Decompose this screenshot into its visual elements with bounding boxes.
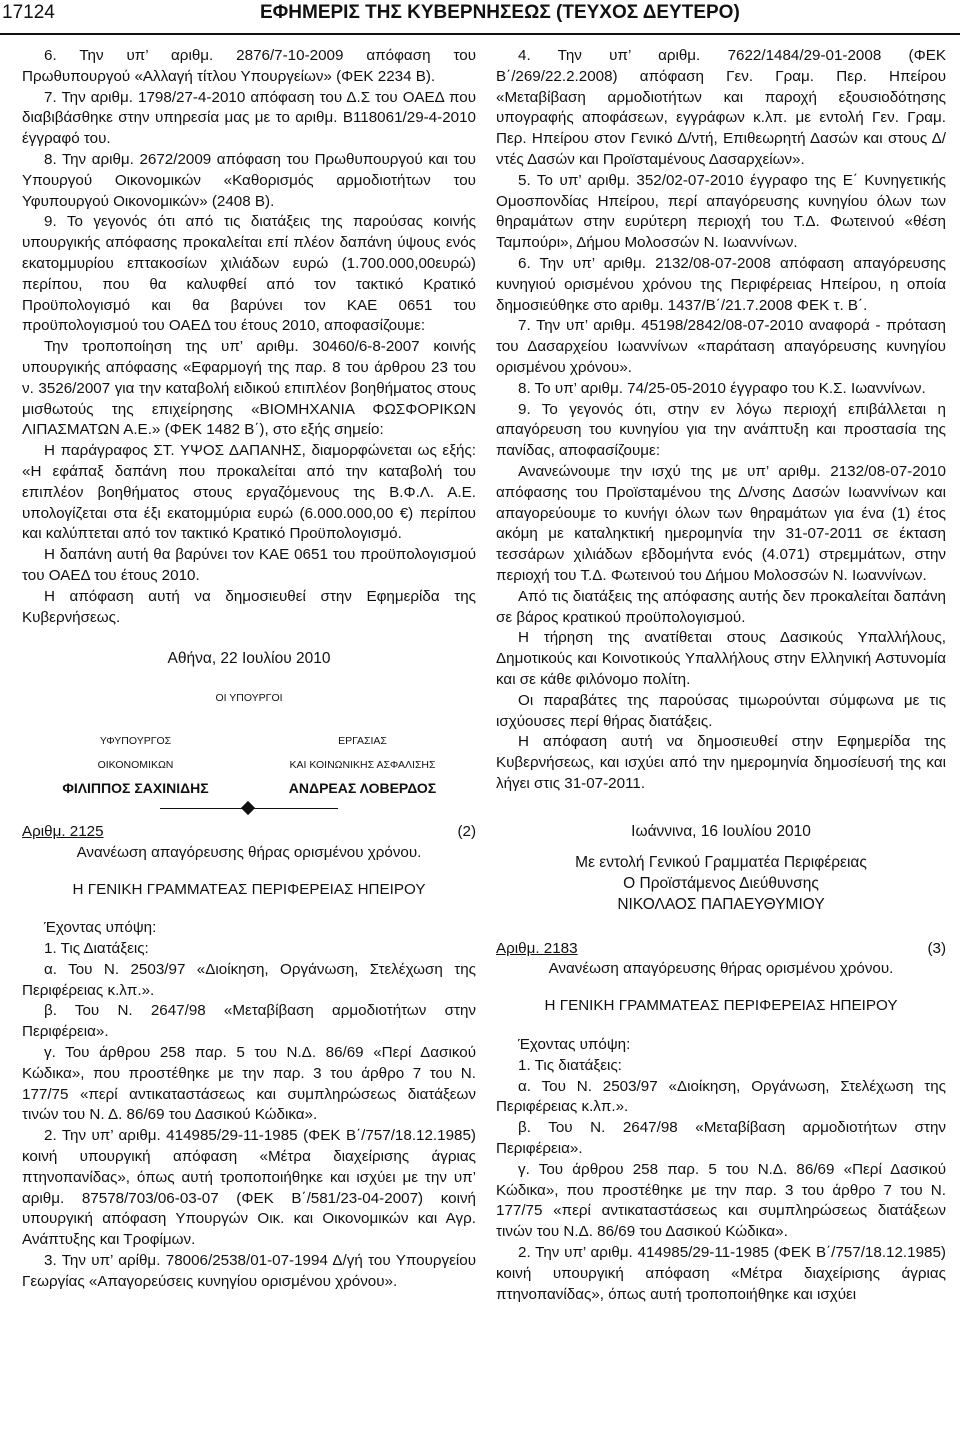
signature-heading: ΟΙ ΥΠΟΥΡΓΟΙ — [215, 692, 283, 705]
paragraph: β. Του Ν. 2647/98 «Μεταβίβαση αρμοδιοτήτων στην Περιφέρεια». — [496, 1119, 946, 1158]
decision-number-row — [496, 939, 946, 960]
paragraph: 2. Την υπ’ αριθμ. 414985/29-11-1985 (ΦΕΚ Β΄/757/18.12.1985) κοινή υπουργική απόφαση «Μέτρα διαχείρισης άγριας πτηνοπανίδας», όπως αυτή τροποποιήθηκε και ισχύει — [496, 1244, 946, 1303]
paragraph: 1. Τις Διατάξεις: — [44, 940, 149, 958]
paragraph: 3. Την υπ’ αρίθμ. 78006/2538/01-07-1994 Δ/γή του Υπουργείου Γεωργίας «Απαγορεύσεις κυνηγίου ορισμένου χρόνου». — [22, 1252, 476, 1290]
decision-number: Αριθμ. 2183 — [496, 939, 578, 957]
paragraph: 8. Το υπ’ αριθμ. 74/25-05-2010 έγγραφο του Κ.Σ. Ιωαννίνων. — [518, 379, 926, 397]
decision-number-row — [22, 822, 476, 843]
signature-titles-2 — [22, 755, 476, 775]
paragraph: Η παράγραφος ΣΤ. ΥΨΟΣ ΔΑΠΑΝΗΣ, διαμορφώνεται ως εξής: «Η εφάπαξ δαπάνη που προκαλείται από την καταβολή του επιπλέον βοηθήματος στους εργαζόμενους της Β.Φ.Λ. Α.Ε. υπολογίζεται στα έξι εκατομμύρια ευρώ (6.000.000,00 €) περίπου και καλύπτεται από τον τακτικό Κρατικό Προϋπολογισμό. — [22, 442, 476, 543]
paragraph: α. Του Ν. 2503/97 «Διοίκηση, Οργάνωση, Στελέχωση της Περιφέρειας κ.λπ.». — [22, 960, 476, 999]
paragraph: γ. Του άρθρου 258 παρ. 5 του Ν.Δ. 86/69 «Περί Δασικού Κώδικα», που προστέθηκε με την παρ. 3 του άρθρο 7 του Ν. 177/75 «περί αντικαταστάσεως και συμπληρώσεως διατάξεων τινών του Ν. Δ. 86/69 του Δασικού Κώδικα». — [22, 1044, 476, 1124]
left-column — [22, 46, 476, 1293]
decision-sequence: (3) — [927, 939, 946, 957]
paragraph: Από τις διατάξεις της απόφασης αυτής δεν προκαλείται δαπάνη σε βάρος κρατικού προϋπολογισμού. — [496, 587, 946, 626]
header-rule — [0, 33, 960, 35]
signatory-name: ΝΙΚΟΛΑΟΣ ΠΑΠΑΕΥΘΥΜΙΟΥ — [617, 895, 825, 913]
paragraph: Η δαπάνη αυτή θα βαρύνει τον ΚΑΕ 0651 του προϋπολογισμού του ΟΑΕΔ του έτους 2010. — [22, 546, 476, 584]
minister1-ministry: ΟΙΚΟΝΟΜΙΚΩΝ — [97, 758, 174, 771]
paragraph: 1. Τις διατάξεις: — [518, 1056, 622, 1074]
decision-authority: Η ΓΕΝΙΚΗ ΓΡΑΜΜΑΤΕΑΣ ΠΕΡΙΦΕΡΕΙΑΣ ΗΠΕΙΡΟΥ — [72, 880, 426, 898]
paragraph: Έχοντας υπόψη: — [44, 919, 157, 937]
paragraph: 7. Την υπ’ αριθμ. 45198/2842/08-07-2010 αναφορά - πρόταση του Δασαρχείου Ιωαννίνων «παράταση απαγόρευσης κυνηγίου ορισμένου χρόνου». — [496, 317, 946, 376]
decision-authority: Η ΓΕΝΙΚΗ ΓΡΑΜΜΑΤΕΑΣ ΠΕΡΙΦΕΡΕΙΑΣ ΗΠΕΙΡΟΥ — [544, 997, 898, 1015]
paragraph: Η απόφαση αυτή να δημοσιευθεί στην Εφημερίδα της Κυβερνήσεως. — [22, 587, 476, 626]
signature-line: Ο Προϊστάμενος Διεύθυνσης — [623, 874, 819, 892]
minister2-ministry: ΚΑΙ ΚΟΙΝΩΝΙΚΗΣ ΑΣΦΑΛΙΣΗΣ — [289, 758, 436, 771]
paragraph: Ανανεώνουμε την ισχύ της με υπ’ αριθμ. 2132/08-07-2010 απόφασης του Προϊσταμένου της Δ/νσης Δασών Ιωαννίνων και απαγορεύουμε το κυνήγι όλων των θηραμάτων για ένα (1) έτος ακόμη με καταληκτική ημερομηνία την 31-07-2011 σε έκταση τεσσάρων χιλιάδων εβδομήντα ενός (4.071) στρεμμάτων, στην περιοχή του Τ.Δ. Φωτεινού του Δήμου Μολοσσών Ν. Ιωαννίνων. — [496, 462, 946, 584]
decision-title: Ανανέωση απαγόρευσης θήρας ορισμένου χρόνου. — [548, 960, 894, 978]
paragraph: Η απόφαση αυτή να δημοσιευθεί στην Εφημερίδα της Κυβερνήσεως, και ισχύει από την ημερομηνία δημοσίευσή της και λήγει στις 31-07-2011. — [496, 733, 946, 792]
signature-date: Ιωάννινα, 16 Ιουλίου 2010 — [631, 822, 811, 840]
signature-names — [22, 778, 476, 798]
decision-sequence: (2) — [457, 822, 476, 840]
paragraph: Την τροποποίηση της υπ’ αριθμ. 30460/6-8-2007 κοινής υπουργικής απόφασης «Εφαρμογή της παρ. 8 του άρθρου 23 του ν. 3526/2007 για την καταβολή ειδικού επιπλέον βοηθήματος στους μισθωτούς της επιχείρησης «ΒΙΟΜΗΧΑΝΙΑ ΦΩΣΦΟΡΙΚΩΝ ΛΙΠΑΣΜΑΤΩΝ Α.Ε.» (ΦΕΚ 1482 Β΄), στο εξής σημείο: — [22, 338, 476, 439]
paragraph: Οι παραβάτες της παρούσας τιμωρούνται σύμφωνα με τις ισχύουσες περί θήρας διατάξεις. — [496, 691, 946, 730]
paragraph: 4. Την υπ’ αριθμ. 7622/1484/29-01-2008 (ΦΕΚ Β΄/269/22.2.2008) απόφαση Γεν. Γραμ. Περ. Ηπείρου «Μεταβίβαση αρμοδιοτήτων και παροχή εξουσιοδότησης υπογραφής αποφάσεων, εγγράφων κ.λπ. με εντολή Γεν. Γραμ. Περ. Ηπείρου στον Γενικό Δ/ντή, Επιθεωρητή Δασών και στους Δ/ντές Δασών και Προϊσταμένους Δασαρχείων». — [496, 47, 946, 168]
minister2-name: ΑΝΔΡΕΑΣ ΛΟΒΕΡΔΟΣ — [288, 779, 437, 796]
signature-line: Με εντολή Γενικού Γραμματέα Περιφέρειας — [575, 853, 867, 871]
right-column — [496, 46, 946, 1305]
paragraph: α. Του Ν. 2503/97 «Διοίκηση, Οργάνωση, Στελέχωση της Περιφέρειας κ.λπ.». — [496, 1077, 946, 1116]
gazette-title: ΕΦΗΜΕΡΙΣ ΤΗΣ ΚΥΒΕΡΝΗΣΕΩΣ (ΤΕΥΧΟΣ ΔΕΥΤΕΡΟ) — [260, 2, 740, 23]
paragraph: 9. Το γεγονός ότι, στην εν λόγω περιοχή επιβάλλεται η απαγόρευση του κυνηγίου για την ανάπτυξη και προστασία της πανίδας, αποφασίζουμε: — [496, 400, 946, 460]
paragraph: 6. Την υπ’ αριθμ. 2132/08-07-2008 απόφαση απαγόρευσης κυνηγιού ορισμένου χρόνου της Περιφέρειας Ηπείρου, η οποία δημοσιεύθηκε στο αριθμ. 1437/Β΄/21.7.2008 ΦΕΚ τ. Β΄. — [496, 254, 946, 314]
section-divider — [160, 802, 338, 816]
paragraph: 2. Την υπ’ αριθμ. 414985/29-11-1985 (ΦΕΚ Β΄/757/18.12.1985) κοινή υπουργική απόφαση «Μέτρα διαχείρισης άγριας πτηνοπανίδας», όπως αυτή τροποποιήθηκε και ισχύει με την υπ’ αριθμ. 87578/703/06-03-07 (ΦΕΚ Β΄/581/23-04-2007) κοινή υπουργική απόφαση Υπουργών Οικ. και Οικονομικών και Αγρ. Ανάπτυξης και Τροφίμων. — [22, 1127, 476, 1249]
page-header — [0, 0, 960, 36]
signature-date: Αθήνα, 22 Ιουλίου 2010 — [167, 650, 331, 668]
paragraph: 6. Την υπ’ αριθμ. 2876/7-10-2009 απόφαση του Πρωθυπουργού «Αλλαγή τίτλου Υπουργείων» (ΦΕΚ 2234 Β). — [22, 47, 476, 85]
paragraph: 9. Το γεγονός ότι από τις διατάξεις της παρούσας κοινής υπουργικής απόφασης προκαλείται επί πλέον δαπάνη ύψους ενός εκατομμυρίου επτακοσίων χιλιάδων ευρώ (1.700.000,00ευρώ) περίπου, που θα καλυφθεί από τον τακτικό Κρατικό Προϋπολογισμό και θα βαρύνει τον ΚΑΕ 0651 του προϋπολογισμού του ΟΑΕΔ του έτους 2010, αποφασίζουμε: — [22, 213, 476, 335]
paragraph: β. Του Ν. 2647/98 «Μεταβίβαση αρμοδιοτήτων στην Περιφέρεια». — [22, 1002, 476, 1041]
paragraph: Έχοντας υπόψη: — [518, 1036, 631, 1054]
decision-title: Ανανέωση απαγόρευσης θήρας ορισμένου χρόνου. — [76, 843, 422, 861]
paragraph: 7. Την αριθμ. 1798/27-4-2010 απόφαση του Δ.Σ του ΟΑΕΔ που διαβιβάσθηκε στην υπηρεσία μας με το αριθμ. Β118061/29-4-2010 έγγραφό του. — [22, 88, 476, 148]
diamond-icon — [241, 801, 255, 815]
signature-titles-1 — [22, 731, 476, 751]
paragraph: γ. Του άρθρου 258 παρ. 5 του Ν.Δ. 86/69 «Περί Δασικού Κώδικα», που προστέθηκε με την παρ. 3 του άρθρο 7 του Ν. 177/75 «περί αντικαταστάσεως και συμπληρώσεως διατάξεων τινών του Ν.Δ. 86/69 του Δασικού Κώδικα». — [496, 1160, 946, 1241]
paragraph: Η τήρηση της ανατίθεται στους Δασικούς Υπαλλήλους, Δημοτικούς και Κοινοτικούς Υπαλλήλους στην Ελληνική Αστυνομία και σε κάθε φιλόνομο πολίτη. — [496, 629, 946, 688]
decision-number: Αριθμ. 2125 — [22, 822, 104, 840]
paragraph: 8. Την αριθμ. 2672/2009 απόφαση του Πρωθυπουργού και του Υπουργού Οικονομικών «Καθορισμός αρμοδιοτήτων του Υφυπουργού Οικονομικών» (2408 Β). — [22, 150, 476, 210]
minister1-title: ΥΦΥΠΟΥΡΓΟΣ — [99, 734, 172, 747]
paragraph: 5. Το υπ’ αριθμ. 352/02-07-2010 έγγραφο της Ε΄ Κυνηγετικής Ομοσπονδίας Ηπείρου, περί απαγόρευσης κυνηγίου όλων των θηραμάτων στην ευρύτερη περιοχή του Τ.Δ. Φωτεινού «θέση Ταμπούρι», Δήμου Μολοσσών Ν. Ιωαννίνων. — [496, 171, 946, 252]
minister2-title: ΕΡΓΑΣΙΑΣ — [338, 734, 387, 747]
page-number: 17124 — [2, 2, 55, 23]
minister1-name: ΦΙΛΙΠΠΟΣ ΣΑΧΙΝΙΔΗΣ — [62, 779, 209, 796]
